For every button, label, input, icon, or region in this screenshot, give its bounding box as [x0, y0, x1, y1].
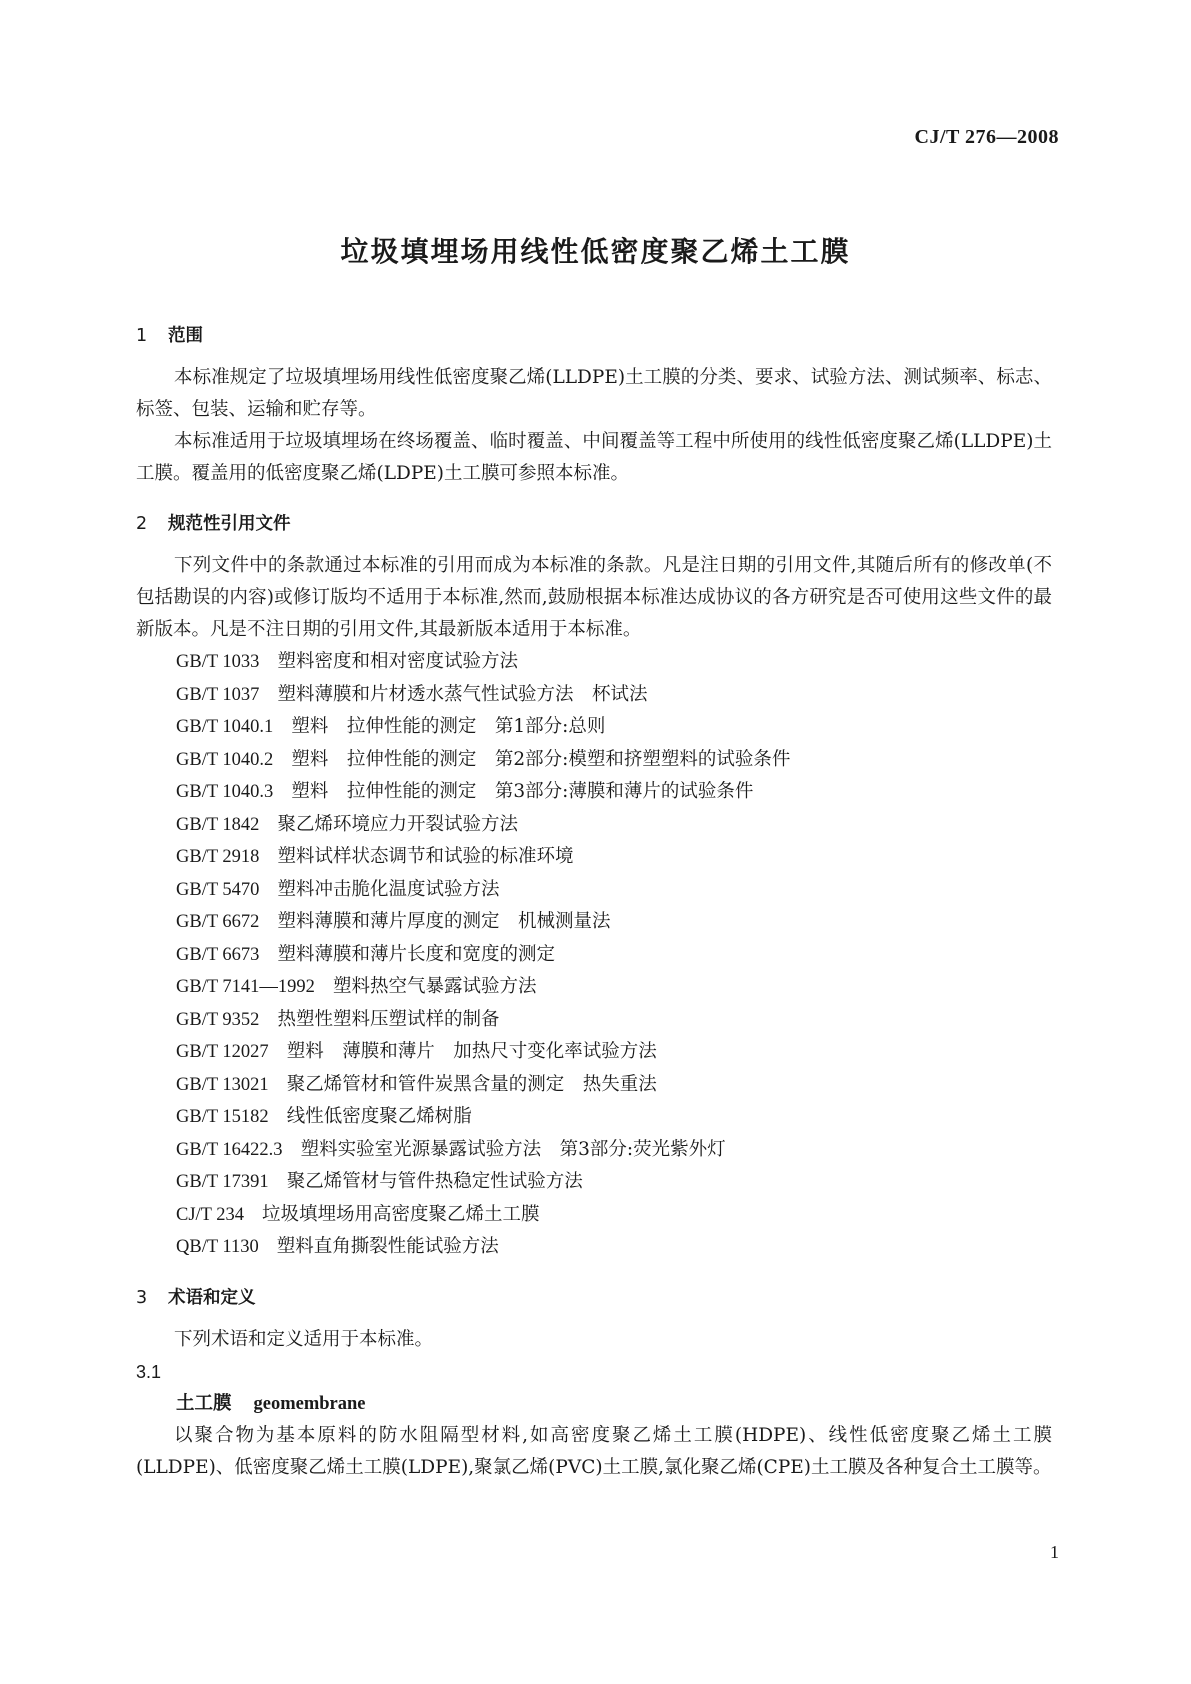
reference-code: GB/T 1040.1 — [176, 717, 274, 737]
term-english: geomembrane — [253, 1393, 366, 1414]
reference-title: 垃圾填埋场用高密度聚乙烯土工膜 — [262, 1203, 540, 1225]
reference-code: GB/T 7141—1992 — [176, 977, 315, 997]
reference-item — [136, 841, 1052, 874]
reference-title: 塑料冲击脆化温度试验方法 — [277, 878, 500, 900]
reference-code: GB/T 17391 — [176, 1172, 269, 1192]
reference-title: 塑料薄膜和片材透水蒸气性试验方法 杯试法 — [277, 683, 648, 705]
reference-item — [136, 744, 1052, 777]
reference-item — [136, 874, 1052, 907]
reference-item — [136, 711, 1052, 744]
reference-code: GB/T 2918 — [176, 847, 260, 867]
reference-code: GB/T 15182 — [176, 1107, 269, 1127]
section-heading-references — [136, 508, 1052, 540]
clause-number: 3.1 — [136, 1361, 162, 1382]
section-title: 术语和定义 — [168, 1287, 256, 1308]
reference-title: 塑料试样状态调节和试验的标准环境 — [277, 846, 574, 867]
reference-code: GB/T 6672 — [176, 912, 260, 932]
reference-code: GB/T 13021 — [176, 1074, 269, 1095]
reference-code: GB/T 1842 — [176, 814, 260, 835]
reference-title: 塑料 拉伸性能的测定 第2部分:模塑和挤塑塑料的试验条件 — [291, 748, 791, 770]
reference-item — [136, 971, 1052, 1004]
reference-code: GB/T 5470 — [176, 879, 260, 900]
reference-item — [136, 679, 1052, 712]
reference-title: 塑料薄膜和薄片长度和宽度的测定 — [277, 943, 555, 965]
reference-code: CJ/T 234 — [176, 1204, 245, 1225]
standard-code: CJ/T 276—2008 — [914, 126, 1059, 148]
section-heading-scope — [136, 320, 1052, 352]
reference-item — [136, 1199, 1052, 1232]
reference-title: 聚乙烯管材和管件炭黑含量的测定 热失重法 — [286, 1073, 657, 1095]
paragraph: 下列文件中的条款通过本标准的引用而成为本标准的条款。凡是注日期的引用文件,其随后所有的修改单(不包括勘误的内容)或修订版均不适用于本标准,然而,鼓励根据本标准达成协议的各方研究是否可使用这些文件的最新版本。凡是不注日期的引用文件,其最新版本适用于本标准。 — [136, 555, 1052, 640]
reference-title: 塑料直角撕裂性能试验方法 — [276, 1236, 499, 1257]
section-number: 1 — [136, 326, 148, 346]
reference-title: 塑料 拉伸性能的测定 第1部分:总则 — [291, 716, 606, 737]
section-number: 2 — [136, 514, 148, 534]
reference-title: 塑料 拉伸性能的测定 第3部分:薄膜和薄片的试验条件 — [291, 781, 754, 802]
reference-item — [136, 776, 1052, 809]
reference-title: 塑料密度和相对密度试验方法 — [277, 651, 518, 672]
reference-title: 塑料热空气暴露试验方法 — [332, 976, 537, 997]
reference-item — [136, 1166, 1052, 1199]
reference-code: GB/T 1037 — [176, 684, 260, 705]
reference-code: GB/T 1040.2 — [176, 749, 274, 770]
reference-code: QB/T 1130 — [176, 1237, 259, 1257]
reference-item — [136, 1036, 1052, 1069]
reference-title: 聚乙烯环境应力开裂试验方法 — [277, 813, 518, 835]
section-title: 规范性引用文件 — [168, 514, 291, 534]
page-number: 1 — [1050, 1542, 1059, 1562]
reference-list — [136, 646, 1052, 1264]
document-body — [136, 320, 1052, 1484]
paragraph: 本标准适用于垃圾填埋场在终场覆盖、临时覆盖、中间覆盖等工程中所使用的线性低密度聚乙烯(LLDPE)土工膜。覆盖用的低密度聚乙烯(LDPE)土工膜可参照本标准。 — [136, 431, 1052, 484]
term-definition: 以聚合物为基本原料的防水阻隔型材料,如高密度聚乙烯土工膜(HDPE)、线性低密度聚乙烯土工膜(LLDPE)、低密度聚乙烯土工膜(LDPE),聚氯乙烯(PVC)土工膜,氯化聚乙烯(CPE)土工膜及各种复合土工膜等。 — [136, 1424, 1052, 1478]
reference-item — [136, 646, 1052, 679]
reference-code: GB/T 9352 — [176, 1009, 260, 1030]
reference-code: GB/T 1040.3 — [176, 782, 274, 802]
term-entry — [136, 1388, 1052, 1420]
section-title: 范围 — [168, 326, 203, 346]
reference-item — [136, 809, 1052, 842]
reference-title: 聚乙烯管材与管件热稳定性试验方法 — [286, 1171, 583, 1192]
reference-code: GB/T 1033 — [176, 652, 260, 672]
reference-title: 塑料实验室光源暴露试验方法 第3部分:荧光紫外灯 — [300, 1138, 726, 1160]
section-number: 3 — [136, 1287, 148, 1308]
term-chinese: 土工膜 — [176, 1392, 232, 1414]
reference-item — [136, 1004, 1052, 1037]
reference-item — [136, 1134, 1052, 1167]
reference-title: 线性低密度聚乙烯树脂 — [286, 1106, 472, 1127]
reference-item — [136, 906, 1052, 939]
reference-code: GB/T 6673 — [176, 944, 260, 965]
reference-code: GB/T 12027 — [176, 1042, 269, 1062]
reference-item — [136, 1101, 1052, 1134]
section-heading-terms — [136, 1282, 1052, 1314]
paragraph: 下列术语和定义适用于本标准。 — [174, 1328, 434, 1350]
reference-title: 热塑性塑料压塑试样的制备 — [277, 1008, 500, 1030]
reference-title: 塑料 薄膜和薄片 加热尺寸变化率试验方法 — [286, 1041, 657, 1062]
reference-item — [136, 1231, 1052, 1264]
paragraph: 本标准规定了垃圾填埋场用线性低密度聚乙烯(LLDPE)土工膜的分类、要求、试验方法、测试频率、标志、标签、包装、运输和贮存等。 — [136, 367, 1052, 420]
reference-item — [136, 1069, 1052, 1102]
document-title: 垃圾填埋场用线性低密度聚乙烯土工膜 — [340, 235, 851, 268]
reference-code: GB/T 16422.3 — [176, 1139, 283, 1160]
reference-title: 塑料薄膜和薄片厚度的测定 机械测量法 — [277, 911, 611, 932]
reference-item — [136, 939, 1052, 972]
